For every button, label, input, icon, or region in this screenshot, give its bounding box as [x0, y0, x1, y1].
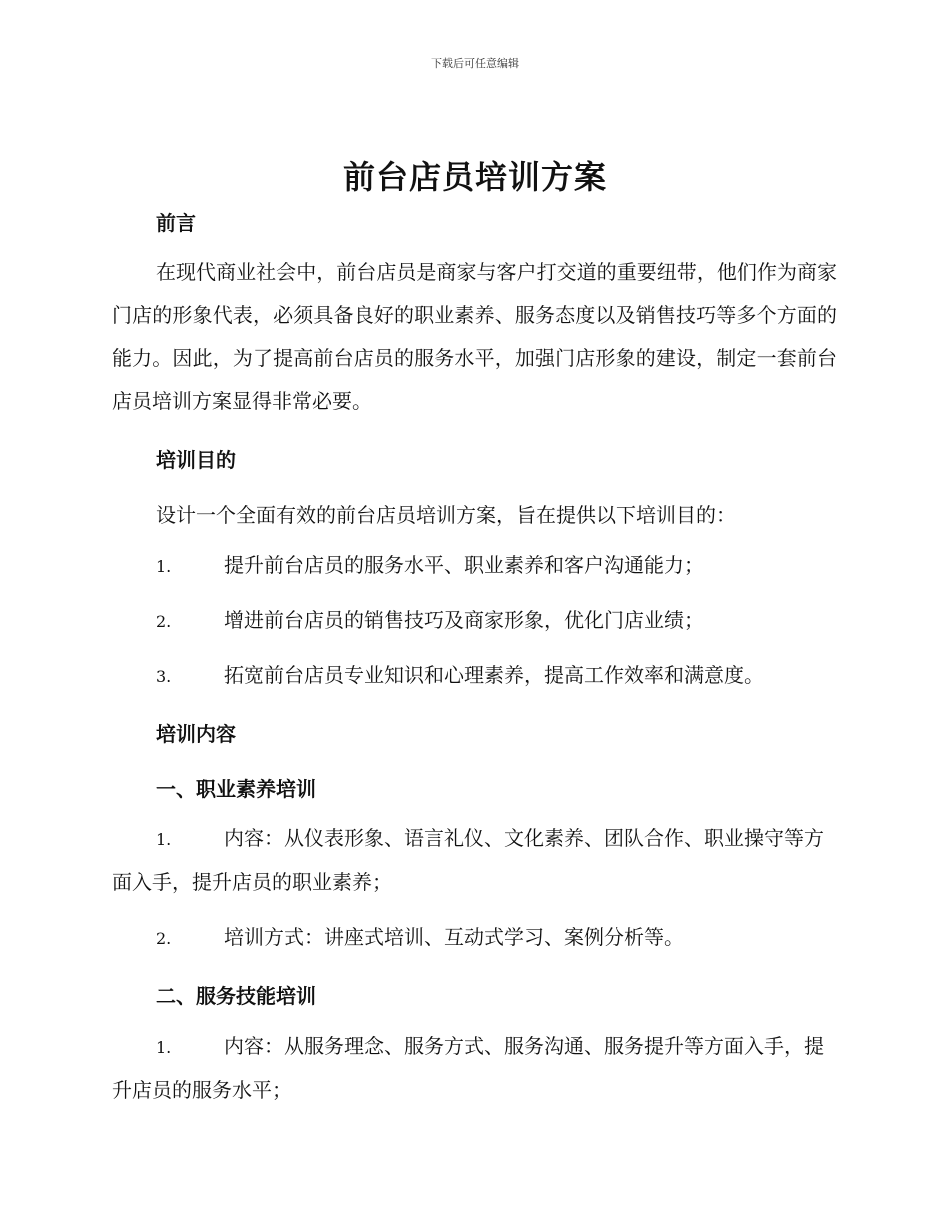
section1-item-1 — [112, 817, 837, 904]
list-text: 拓宽前台店员专业知识和心理素养，提高工作效率和满意度。 — [224, 663, 764, 687]
section1-item-2 — [112, 916, 837, 960]
goals-intro: 设计一个全面有效的前台店员培训方案，旨在提供以下培训目的： — [156, 503, 736, 527]
list-text: 内容：从服务理念、服务方式、服务沟通、服务提升等方面入手，提升店员的服务水平； — [112, 1034, 824, 1102]
list-number: 2. — [156, 612, 172, 631]
list-number: 3. — [156, 667, 172, 686]
list-text: 内容：从仪表形象、语言礼仪、文化素养、团队合作、职业操守等方面入手，提升店员的职业素养； — [112, 826, 824, 894]
goal-item-2 — [112, 599, 837, 643]
header-note: 下载后可任意编辑 — [431, 57, 519, 70]
list-text: 增进前台店员的销售技巧及商家形象，优化门店业绩； — [224, 608, 704, 632]
heading-section-1: 一、职业素养培训 — [156, 777, 316, 801]
heading-content: 培训内容 — [156, 722, 236, 746]
document-title: 前台店员培训方案 — [342, 158, 607, 196]
heading-preface: 前言 — [156, 211, 196, 235]
heading-goals: 培训目的 — [156, 448, 236, 472]
list-number: 1. — [156, 1038, 172, 1057]
list-text: 提升前台店员的服务水平、职业素养和客户沟通能力； — [224, 553, 704, 577]
section2-item-1 — [112, 1025, 837, 1112]
heading-section-2: 二、服务技能培训 — [156, 984, 316, 1008]
goal-item-3 — [112, 654, 837, 698]
goal-item-1 — [112, 544, 837, 588]
list-number: 2. — [156, 929, 172, 948]
list-number: 1. — [156, 557, 172, 576]
list-number: 1. — [156, 830, 172, 849]
preface-paragraph: 在现代商业社会中，前台店员是商家与客户打交道的重要纽带，他们作为商家门店的形象代表，必须具备良好的职业素养、服务态度以及销售技巧等多个方面的能力。因此，为了提高前台店员的服务水平，加强门店形象的建设，制定一套前台店员培训方案显得非常必要。 — [112, 260, 837, 413]
list-text: 培训方式：讲座式培训、互动式学习、案例分析等。 — [224, 925, 684, 949]
